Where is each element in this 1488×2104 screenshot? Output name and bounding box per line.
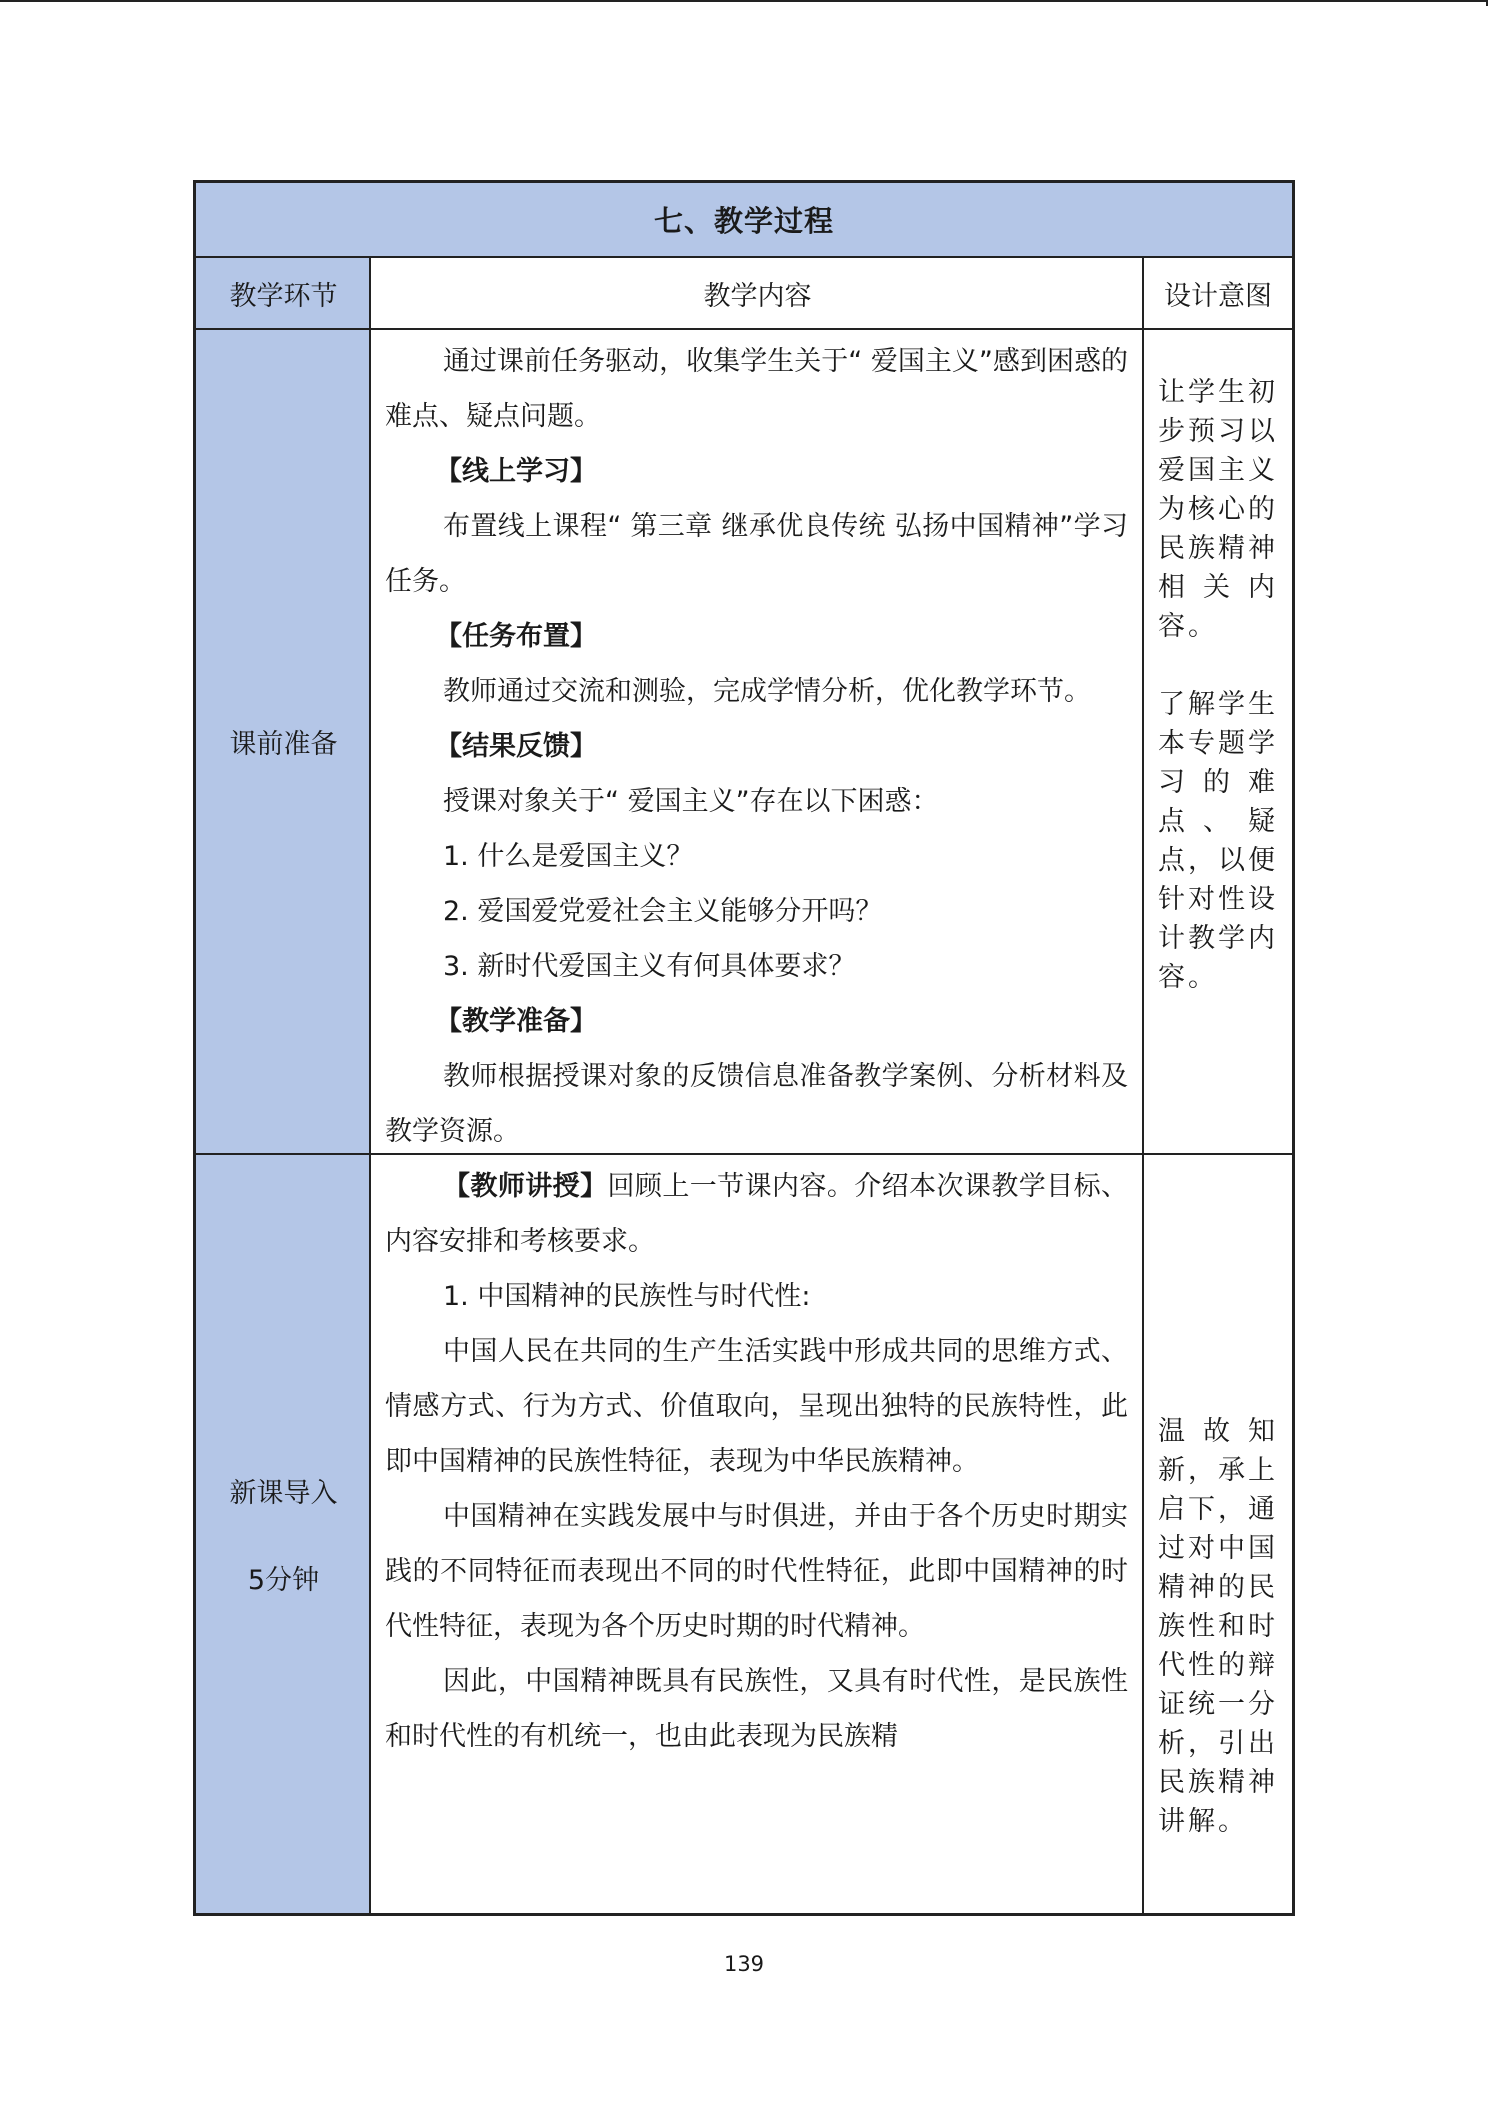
- column-divider: [369, 256, 371, 1913]
- row-divider: [196, 1153, 1292, 1155]
- paragraph: 中国精神在实践发展中与时俱进，并由于各个历史时期实践的不同特征而表现出不同的时代性特征，此即中国精神的时代性特征，表现为各个历史时期的时代精神。: [385, 1501, 1128, 1642]
- teaching-process-table: [193, 180, 1295, 1916]
- paragraph: 教师根据授课对象的反馈信息准备教学案例、分析材料及教学资源。: [385, 1061, 1128, 1147]
- header-stage: [196, 258, 371, 328]
- column-divider: [1142, 256, 1144, 1913]
- lead-label: 【教师讲授】: [443, 1171, 608, 1202]
- table-title: 七、教学过程: [196, 183, 1292, 258]
- stage-label: 课前准备: [229, 729, 338, 760]
- content-cell-preclass: [371, 330, 1144, 1153]
- list-item: 1. 什么是爱国主义？: [443, 841, 694, 872]
- list-item: 1. 中国精神的民族性与时代性:: [443, 1281, 811, 1312]
- page-top-border: [0, 0, 1488, 2]
- intent-paragraph: 了解学生本专题学习的难点、疑点，以便针对性设计教学内容。: [1158, 689, 1278, 993]
- list-item: 3. 新时代爱国主义有何具体要求？: [443, 951, 856, 982]
- paragraph: 通过课前任务驱动，收集学生关于“ 爱国主义”感到困惑的难点、疑点问题。: [385, 346, 1128, 432]
- list-item: 2. 爱国爱党爱社会主义能够分开吗？: [443, 896, 883, 927]
- intent-cell-preclass: [1144, 330, 1292, 1153]
- stage-cell-intro: [196, 1155, 371, 1913]
- stage-label: 新课导入: [229, 1478, 338, 1509]
- header-content: 教学内容: [703, 280, 812, 312]
- stage-duration: 5分钟: [247, 1565, 320, 1596]
- section-heading: 【线上学习】: [435, 456, 597, 487]
- paragraph: 中国人民在共同的生产生活实践中形成共同的思维方式、情感方式、行为方式、价值取向，呈现出独特的民族特性，此即中国精神的民族性特征，表现为中华民族精神。: [385, 1336, 1128, 1477]
- lead-text: 回顾上一节课内容。介绍本次课教学目标、内容安排和考核要求。: [385, 1171, 1128, 1257]
- intent-paragraph: 让学生初步预习以爱国主义为核心的民族精神相关内容。: [1158, 377, 1278, 642]
- header-intent: 设计意图: [1164, 280, 1272, 312]
- intent-paragraph: 温故知新，承上启下，通过对中国精神的民族性和时代性的辩证统一分析，引出民族精神讲解。: [1158, 1416, 1278, 1837]
- paragraph: 教师通过交流和测验，完成学情分析，优化教学环节。: [443, 676, 1091, 707]
- header-stage-label: 教学环节: [224, 270, 344, 317]
- lead-paragraph: [385, 1159, 1128, 1269]
- section-heading: 【教学准备】: [435, 1006, 597, 1037]
- paragraph: 因此，中国精神既具有民族性，又具有时代性，是民族性和时代性的有机统一，也由此表现为民族精: [385, 1666, 1128, 1752]
- row-divider: [196, 328, 1292, 330]
- content-cell-intro: [371, 1155, 1144, 1913]
- paragraph: 布置线上课程“ 第三章 继承优良传统 弘扬中国精神”学习任务。: [385, 511, 1128, 597]
- page-number: 139: [723, 1952, 765, 1976]
- intent-cell-intro: [1144, 1155, 1292, 1913]
- section-heading: 【任务布置】: [435, 621, 597, 652]
- paragraph: 授课对象关于“ 爱国主义”存在以下困惑：: [443, 786, 939, 817]
- stage-cell-preclass: [196, 330, 371, 1153]
- section-heading: 【结果反馈】: [435, 731, 597, 762]
